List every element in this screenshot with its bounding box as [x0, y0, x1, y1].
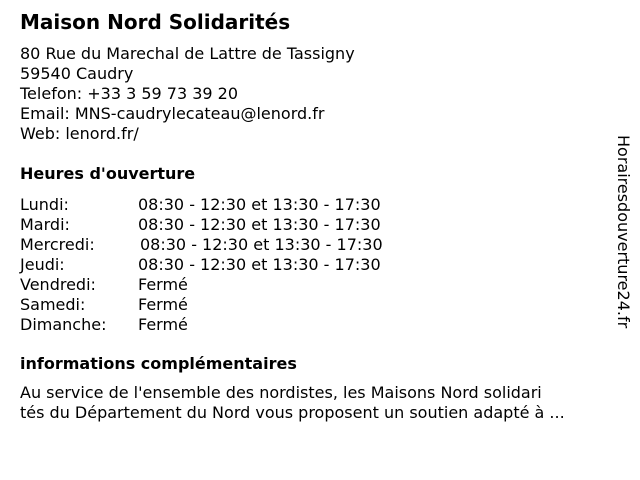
watermark-text: Horairesdouverture24.fr [614, 135, 633, 329]
day-label: Vendredi: [20, 275, 96, 294]
email-address: Email: MNS-caudrylecateau@lenord.fr [20, 104, 325, 123]
day-label: Lundi: [20, 195, 69, 214]
day-hours: Fermé [138, 315, 188, 334]
day-label: Mercredi: [20, 235, 95, 254]
description-line: tés du Département du Nord vous proposent un soutien adapté à ... [20, 403, 565, 422]
day-hours: 08:30 - 12:30 et 13:30 - 17:30 [138, 215, 381, 234]
additional-info-text [20, 383, 620, 423]
day-label: Samedi: [20, 295, 86, 314]
website: Web: lenord.fr/ [20, 124, 139, 143]
site-watermark [611, 135, 635, 370]
opening-hours-heading: Heures d'ouverture [20, 164, 196, 183]
page-title: Maison Nord Solidarités [20, 10, 291, 34]
day-label: Dimanche: [20, 315, 107, 334]
street-address: 80 Rue du Marechal de Lattre de Tassigny [20, 44, 355, 63]
day-hours: 08:30 - 12:30 et 13:30 - 17:30 [138, 195, 381, 214]
day-hours: 08:30 - 12:30 et 13:30 - 17:30 [138, 255, 381, 274]
additional-info-heading: informations complémentaires [20, 354, 297, 373]
city: 59540 Caudry [20, 64, 134, 83]
address-block [20, 44, 355, 144]
day-label: Mardi: [20, 215, 70, 234]
day-label: Jeudi: [20, 255, 65, 274]
day-hours: Fermé [138, 295, 188, 314]
phone-number: Telefon: +33 3 59 73 39 20 [20, 84, 239, 103]
description-line: Au service de l'ensemble des nordistes, les Maisons Nord solidari [20, 383, 542, 402]
day-hours: 08:30 - 12:30 et 13:30 - 17:30 [140, 235, 383, 254]
day-hours: Fermé [138, 275, 188, 294]
